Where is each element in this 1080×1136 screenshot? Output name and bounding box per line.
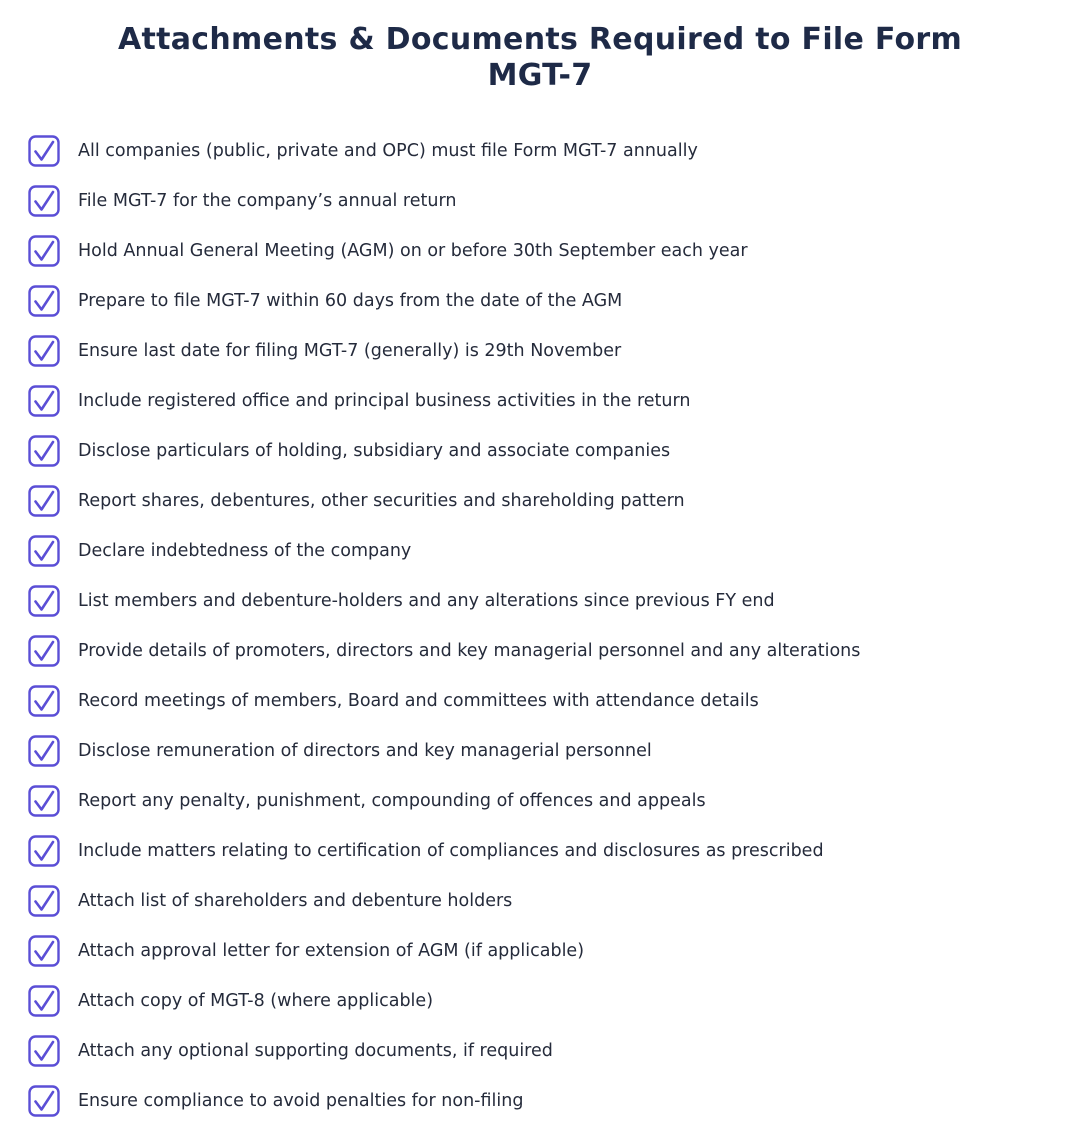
checkbox-checked-icon xyxy=(28,485,60,517)
list-item xyxy=(28,1076,1068,1126)
list-item-label: Attach approval letter for extension of AGM (if applicable) xyxy=(78,941,585,961)
checkbox-checked-icon xyxy=(28,735,60,767)
list-item-label: Attach any optional supporting documents, if required xyxy=(78,1041,553,1061)
list-item xyxy=(28,1026,1068,1076)
checkbox-checked-icon xyxy=(28,335,60,367)
list-item-label: List members and debenture-holders and any alterations since previous FY end xyxy=(78,591,775,611)
list-item xyxy=(28,776,1068,826)
list-item-label: Ensure compliance to avoid penalties for non-filing xyxy=(78,1091,524,1111)
checkbox-checked-icon xyxy=(28,185,60,217)
checkbox-checked-icon xyxy=(28,635,60,667)
list-item-label: Disclose particulars of holding, subsidiary and associate companies xyxy=(78,441,671,461)
list-item xyxy=(28,476,1068,526)
checkbox-checked-icon xyxy=(28,685,60,717)
list-item-label: Declare indebtedness of the company xyxy=(78,541,412,561)
checkbox-checked-icon xyxy=(28,435,60,467)
checkbox-checked-icon xyxy=(28,785,60,817)
list-item xyxy=(28,876,1068,926)
list-item xyxy=(28,626,1068,676)
list-item xyxy=(28,976,1068,1026)
list-item-label: Hold Annual General Meeting (AGM) on or before 30th September each year xyxy=(78,241,748,261)
checkbox-checked-icon xyxy=(28,135,60,167)
list-item xyxy=(28,826,1068,876)
list-item-label: Include registered office and principal business activities in the return xyxy=(78,391,691,411)
list-item xyxy=(28,326,1068,376)
list-item-label: Report any penalty, punishment, compounding of offences and appeals xyxy=(78,791,706,811)
list-item-label: Report shares, debentures, other securities and shareholding pattern xyxy=(78,491,685,511)
list-item-label: Disclose remuneration of directors and key managerial personnel xyxy=(78,741,652,761)
checkbox-checked-icon xyxy=(28,585,60,617)
list-item xyxy=(28,726,1068,776)
list-item xyxy=(28,176,1068,226)
checkbox-checked-icon xyxy=(28,835,60,867)
list-item-label: Ensure last date for filing MGT-7 (generally) is 29th November xyxy=(78,341,622,361)
checkbox-checked-icon xyxy=(28,1085,60,1117)
list-item xyxy=(28,926,1068,976)
list-item-label: Record meetings of members, Board and committees with attendance details xyxy=(78,691,759,711)
checkbox-checked-icon xyxy=(28,1035,60,1067)
checkbox-checked-icon xyxy=(28,985,60,1017)
list-item xyxy=(28,426,1068,476)
list-item-label: Include matters relating to certification of compliances and disclosures as prescribed xyxy=(78,841,824,861)
list-item xyxy=(28,526,1068,576)
checkbox-checked-icon xyxy=(28,935,60,967)
list-item xyxy=(28,126,1068,176)
list-item-label: All companies (public, private and OPC) must file Form MGT-7 annually xyxy=(78,141,698,161)
list-item-label: Attach list of shareholders and debenture holders xyxy=(78,891,513,911)
list-item xyxy=(28,576,1068,626)
list-item xyxy=(28,376,1068,426)
checkbox-checked-icon xyxy=(28,285,60,317)
list-item-label: File MGT-7 for the company’s annual return xyxy=(78,191,457,211)
list-item-label: Provide details of promoters, directors and key managerial personnel and any alterations xyxy=(78,641,861,661)
checkbox-checked-icon xyxy=(28,235,60,267)
list-item-label: Prepare to file MGT-7 within 60 days from the date of the AGM xyxy=(78,291,623,311)
list-item xyxy=(28,676,1068,726)
list-item xyxy=(28,276,1068,326)
checkbox-checked-icon xyxy=(28,385,60,417)
page-title: Attachments & Documents Required to File Form MGT-7 xyxy=(117,22,963,93)
checkbox-checked-icon xyxy=(28,535,60,567)
list-item-label: Attach copy of MGT-8 (where applicable) xyxy=(78,991,434,1011)
checkbox-checked-icon xyxy=(28,885,60,917)
list-item xyxy=(28,226,1068,276)
checklist xyxy=(28,126,1068,1126)
